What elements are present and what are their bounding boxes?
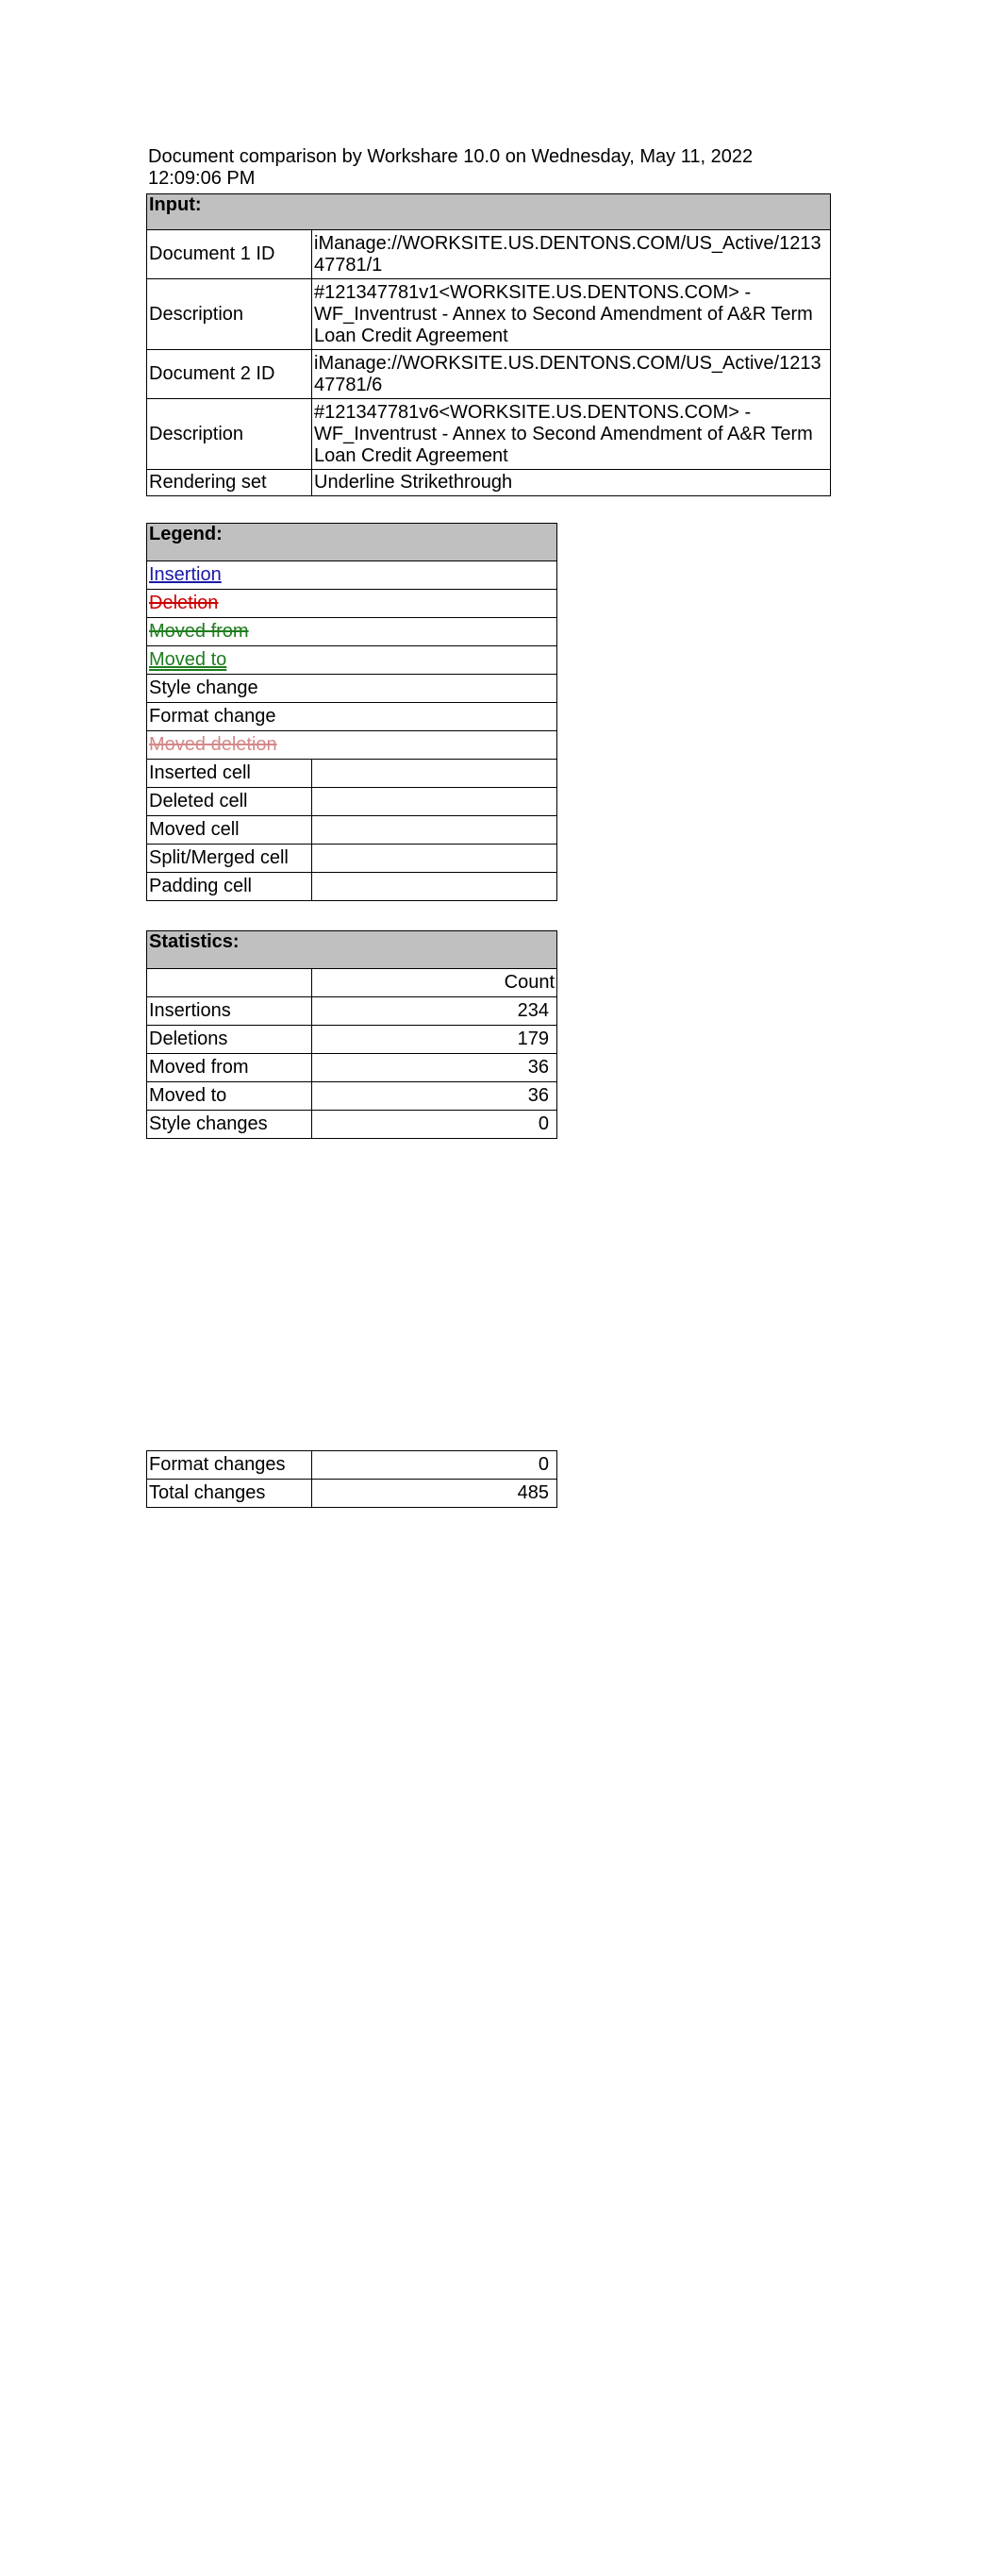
stat-label: Insertions: [147, 997, 312, 1026]
legend-heading: Legend:: [147, 524, 557, 561]
legend-split-merged-cell: Split/Merged cell: [147, 845, 312, 873]
input-label: Document 1 ID: [147, 230, 312, 279]
legend-inserted-cell-swatch: [312, 760, 557, 788]
legend-moved-deletion: Moved deletion: [149, 734, 277, 755]
stat-count: 36: [312, 1082, 557, 1111]
legend-moved-cell-swatch: [312, 816, 557, 845]
stat-count: 234: [312, 997, 557, 1026]
stat-count: 36: [312, 1054, 557, 1082]
legend-padding-cell: Padding cell: [147, 873, 312, 901]
stat-label: Moved from: [147, 1054, 312, 1082]
input-value: #121347781v6<WORKSITE.US.DENTONS.COM> - WF_Inventrust - Annex to Second Amendment of A&R Term Loan Credit Agreement: [312, 399, 831, 470]
stat-count: 179: [312, 1026, 557, 1054]
legend-inserted-cell: Inserted cell: [147, 760, 312, 788]
stat-label: Moved to: [147, 1082, 312, 1111]
stat-count: 0: [312, 1111, 557, 1139]
legend-deletion: Deletion: [149, 593, 219, 613]
legend-style-change: Style change: [147, 675, 557, 703]
input-value: #121347781v1<WORKSITE.US.DENTONS.COM> - WF_Inventrust - Annex to Second Amendment of A&R Term Loan Credit Agreement: [312, 279, 831, 350]
input-heading: Input:: [147, 194, 831, 230]
input-label: Document 2 ID: [147, 350, 312, 399]
input-value: iManage://WORKSITE.US.DENTONS.COM/US_Active/121347781/6: [312, 350, 831, 399]
stat-label: Style changes: [147, 1111, 312, 1139]
input-label: Rendering set: [147, 470, 312, 496]
statistics-heading: Statistics:: [147, 931, 557, 969]
legend-format-change: Format change: [147, 703, 557, 731]
document-title: Document comparison by Workshare 10.0 on Wednesday, May 11, 2022 12:09:06 PM: [148, 146, 754, 189]
stat-label: Format changes: [147, 1451, 312, 1480]
stat-label: Total changes: [147, 1480, 312, 1508]
legend-deleted-cell: Deleted cell: [147, 788, 312, 816]
statistics-continued-table: [146, 1450, 557, 1508]
legend-moved-cell: Moved cell: [147, 816, 312, 845]
legend-moved-to: Moved to: [149, 649, 227, 670]
legend-insertion: Insertion: [149, 564, 222, 585]
stat-label: Deletions: [147, 1026, 312, 1054]
legend-padding-cell-swatch: [312, 873, 557, 901]
legend-moved-from: Moved from: [149, 621, 249, 642]
input-table: [146, 193, 831, 496]
stat-count: 485: [312, 1480, 557, 1508]
stat-count: 0: [312, 1451, 557, 1480]
count-header: Count: [312, 969, 557, 997]
input-label: Description: [147, 279, 312, 350]
legend-deleted-cell-swatch: [312, 788, 557, 816]
input-label: Description: [147, 399, 312, 470]
input-value: iManage://WORKSITE.US.DENTONS.COM/US_Active/121347781/1: [312, 230, 831, 279]
input-value: Underline Strikethrough: [312, 470, 831, 496]
legend-table: [146, 523, 557, 901]
statistics-table: [146, 930, 557, 1139]
legend-split-merged-cell-swatch: [312, 845, 557, 873]
